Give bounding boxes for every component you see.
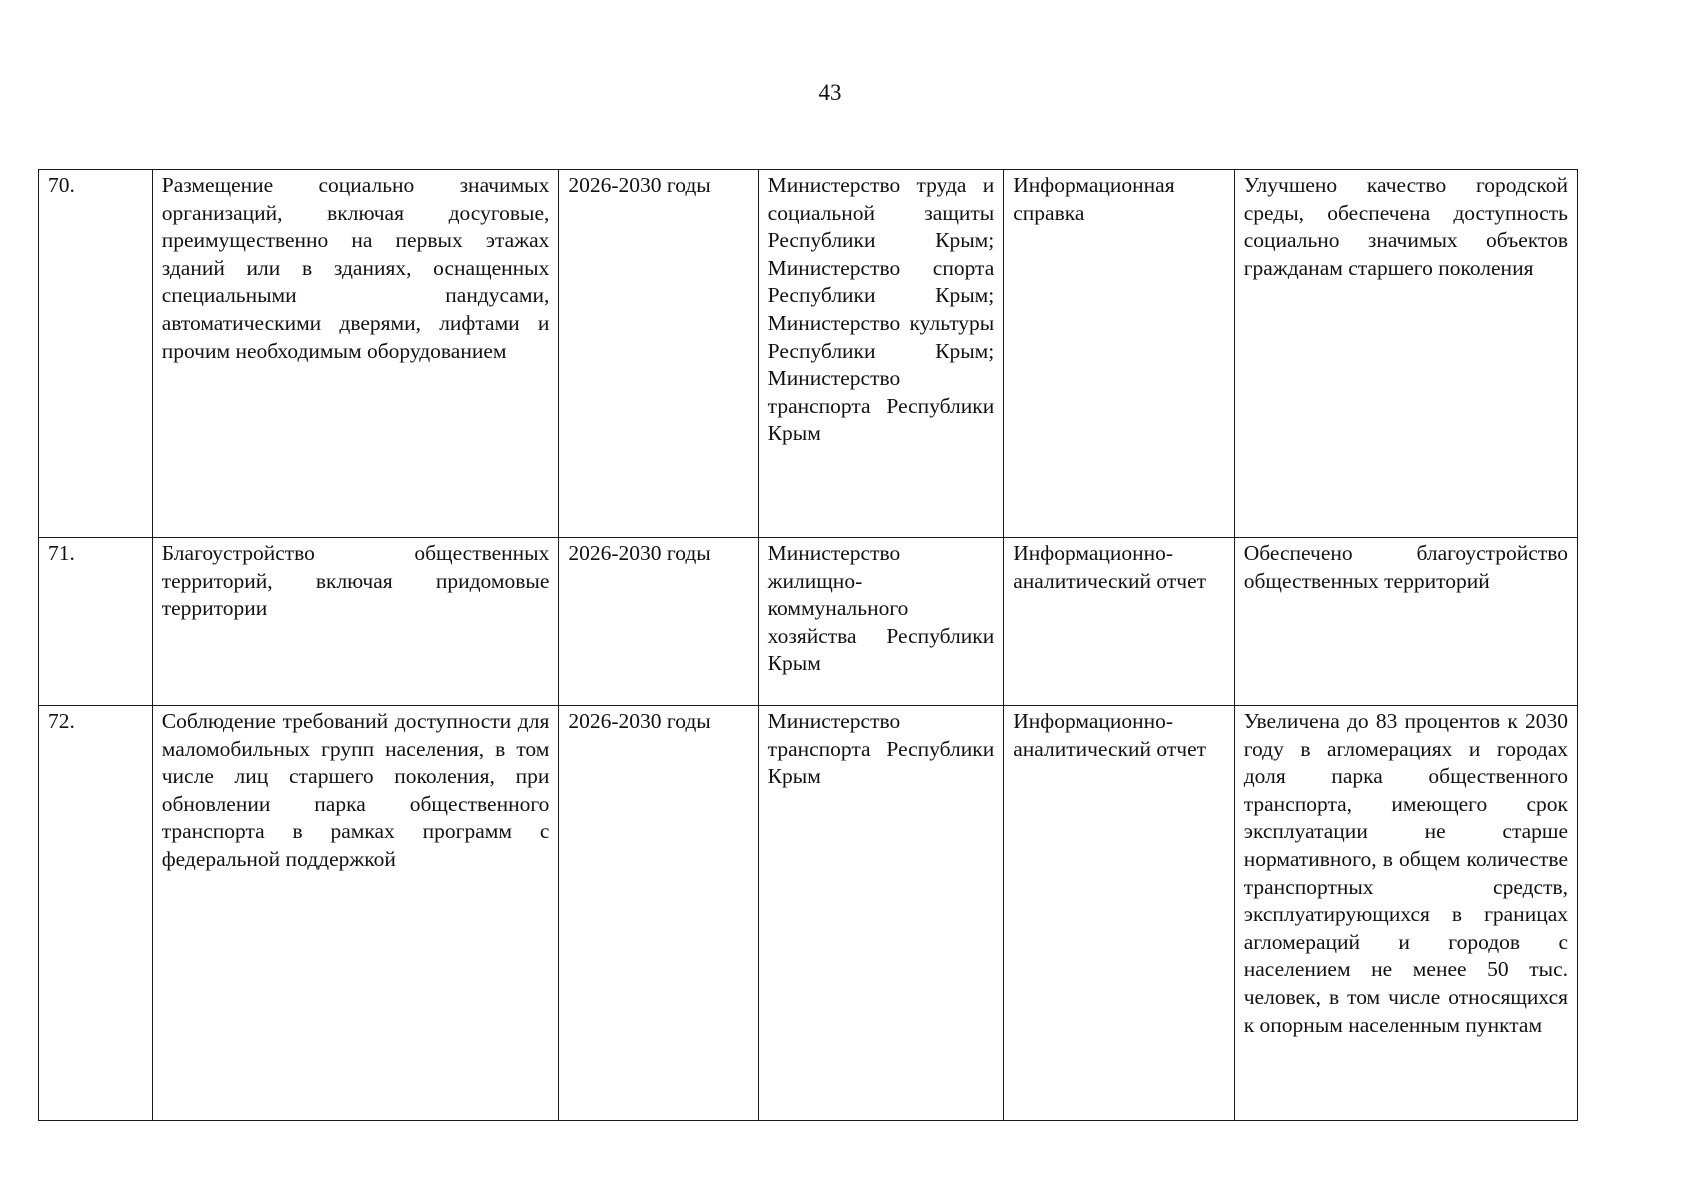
event-cell: Соблюдение требований доступности для маломобильных групп населения, в том числе лиц старшего поколения, при обновлении парка общественного транспорта в рамках программ с федеральной поддержкой [152,706,559,1121]
result-cell: Увеличена до 83 процентов к 2030 году в агломерациях и городах доля парка общественного транспорта, имеющего срок эксплуатации не старше нормативного, в общем количестве транспортных средств, эксплуатирующихся в границах агломераций и городов с населением не менее 50 тыс. человек, в том числе относящихся к опорным населенным пунктам [1234,706,1577,1121]
row-number: 70. [39,170,153,538]
table-row [39,538,1578,706]
period-cell: 2026-2030 годы [559,538,758,706]
result-cell: Улучшено качество городской среды, обеспечена доступность социально значимых объектов гражданам старшего поколения [1234,170,1577,538]
row-number: 72. [39,706,153,1121]
executor-cell: Министерство транспорта Республики Крым [758,706,1004,1121]
row-number: 71. [39,538,153,706]
page-number: 43 [818,80,842,105]
period-cell: 2026-2030 годы [559,170,758,538]
executor-cell: Министерство жилищно-коммунального хозяйства Республики Крым [758,538,1004,706]
measures-table [38,169,1578,1121]
result-cell: Обеспечено благоустройство общественных территорий [1234,538,1577,706]
table-row [39,706,1578,1121]
table-row [39,170,1578,538]
report-form-cell: Информационная справка [1004,170,1234,538]
report-form-cell: Информационно-аналитический отчет [1004,538,1234,706]
event-cell: Благоустройство общественных территорий, включая придомовые территории [152,538,559,706]
report-form-cell: Информационно-аналитический отчет [1004,706,1234,1121]
period-cell: 2026-2030 годы [559,706,758,1121]
event-cell: Размещение социально значимых организаций, включая досуговые, преимущественно на первых этажах зданий или в зданиях, оснащенных специальными пандусами, автоматическими дверями, лифтами и прочим необходимым оборудованием [152,170,559,538]
executor-cell: Министерство труда и социальной защиты Республики Крым; Министерство спорта Республики Крым; Министерство культуры Республики Крым; Министерство транспорта Республики Крым [758,170,1004,538]
